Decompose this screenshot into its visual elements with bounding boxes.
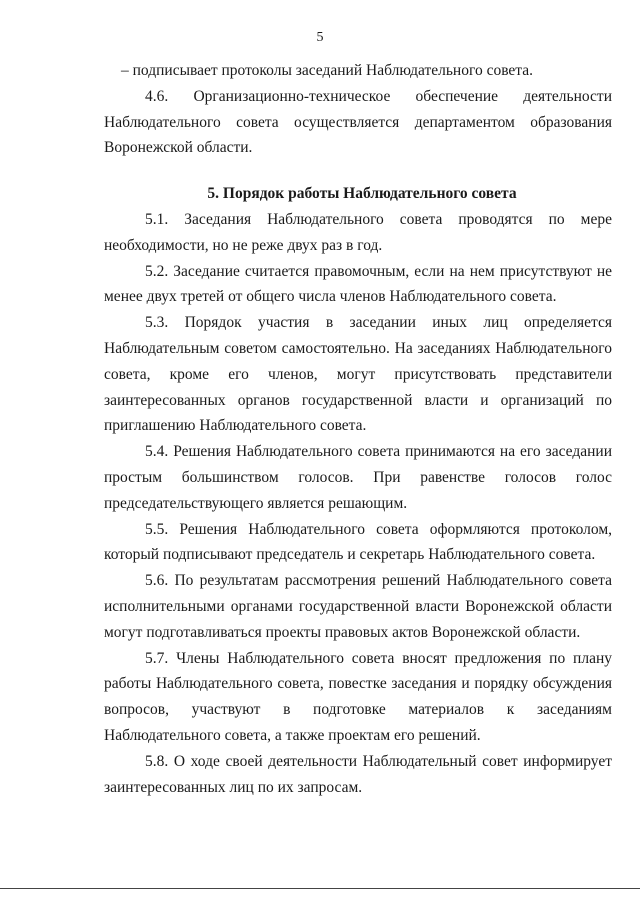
page-number: 5 xyxy=(316,30,324,45)
paragraph-5-3: 5.3. Порядок участия в заседании иных лиц определяется Наблюдательным советом самостоятельно. На заседаниях Наблюдательного совета, кроме его членов, могут присутствовать представители заинтересованных органов государственной власти и организаций по приглашению Наблюдательного совета. xyxy=(104,314,612,435)
paragraph-5-5: 5.5. Решения Наблюдательного совета оформляются протоколом, который подписывают председатель и секретарь Наблюдательного совета. xyxy=(104,520,612,564)
paragraph-4-5-item: – подписывает протоколы заседаний Наблюдательного совета. xyxy=(121,62,534,79)
paragraph-5-1: 5.1. Заседания Наблюдательного совета проводятся по мере необходимости, но не реже двух раз в год. xyxy=(104,210,612,254)
paragraph-5-7: 5.7. Члены Наблюдательного совета вносят предложения по плану работы Наблюдательного совета, повестке заседания и порядку обсуждения вопросов, участвуют в подготовке материалов к заседаниям Наблюдательного совета, а также проектам его решений. xyxy=(104,649,612,744)
paragraph-5-8: 5.8. О ходе своей деятельности Наблюдательный совет информирует заинтересованных лиц по их запросам. xyxy=(104,752,612,796)
paragraph-5-2: 5.2. Заседание считается правомочным, если на нем присутствуют не менее двух третей от общего числа членов Наблюдательного совета. xyxy=(104,262,612,306)
document-body xyxy=(104,58,612,800)
section-heading: 5. Порядок работы Наблюдательного совета xyxy=(207,185,517,203)
paragraph-4-6: 4.6. Организационно-техническое обеспечение деятельности Наблюдательного совета осуществляется департаментом образования Воронежской области. xyxy=(104,87,612,157)
page-bottom-rule xyxy=(0,888,640,889)
paragraph-5-6: 5.6. По результатам рассмотрения решений Наблюдательного совета исполнительными органами государственной власти Воронежской области могут подготавливаться проекты правовых актов Воронежской области. xyxy=(104,572,612,641)
paragraph-5-4: 5.4. Решения Наблюдательного совета принимаются на его заседании простым большинством голосов. При равенстве голосов голос председательствующего является решающим. xyxy=(104,443,612,512)
